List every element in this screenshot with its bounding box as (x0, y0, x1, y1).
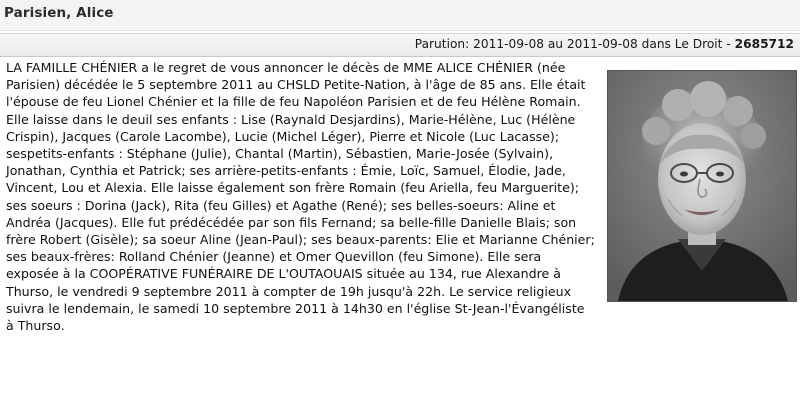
publication-info (415, 37, 794, 51)
title-bar (0, 0, 800, 31)
publication-separator: - (726, 37, 731, 51)
publication-number: 2685712 (734, 37, 794, 51)
publication-in-label: dans (641, 37, 671, 51)
publication-bar (0, 33, 800, 57)
publication-label: Parution: (414, 37, 470, 51)
obituary-text: LA FAMILLE CHÉNIER a le regret de vous annoncer le décès de MME ALICE CHÉNIER (née Parisien) décédée le 5 septembre 2011 au CHSLD Petite-Nation, à l'âge de 85 ans. Elle était l'épouse de feu Lionel Chénier et la fille de feu Napoléon Parisien et de feu Hélène Romain. Elle laisse dans le deuil ses enfants : Lise (Raynald Desjardins), Marie-Hélène, Luc (Hélène Crispin), Jacques (Carole Lacombe), Lucie (Michel Léger), Pierre et Nicole (Luc Lacasse); sespetits-enfants : Stéphane (Julie), Chantal (Martin), Sébastien, Marie-Josée (Sylvain), Jonathan, Cynthia et Patrick; ses arrière-petits-enfants : Émie, Loïc, Samuel, Élodie, Jade, Vincent, Lou et Alexia. Elle laisse également son frère Romain (feu Ariella, feu Marguerite); ses soeurs : Dorina (Jack), Rita (feu Gilles) et Agathe (René); ses belles-soeurs: Aline et Andréa (Jacques). Elle fut prédécédée par son fils Fernand; sa belle-fille Danielle Blais; son frère Robert (Gisèle); sa soeur Aline (Jean-Paul); ses beaux-parents: Elie et Marianne Chénier; ses beaux-frères: Rolland Chénier (Jeanne) et Omer Quevillon (feu Simone). Elle sera exposée à la COOPÉRATIVE FUNÉRAIRE DE L'OUTAOUAIS située au 134, rue Alexandre à Thurso, le vendredi 9 septembre 2011 à compter de 19h jusqu'à 22h. Le service religieux suivra le lendemain, le samedi 10 septembre 2011 à 14h30 en l'église St-Jean-l'Évangéliste à Thurso. (6, 60, 595, 334)
publication-newspaper: Le Droit (674, 37, 723, 51)
portrait-photo (607, 70, 797, 302)
portrait-illustration (608, 71, 796, 301)
page-title: Parisien, Alice (4, 5, 114, 21)
publication-date-range: 2011-09-08 au 2011-09-08 (473, 37, 638, 51)
